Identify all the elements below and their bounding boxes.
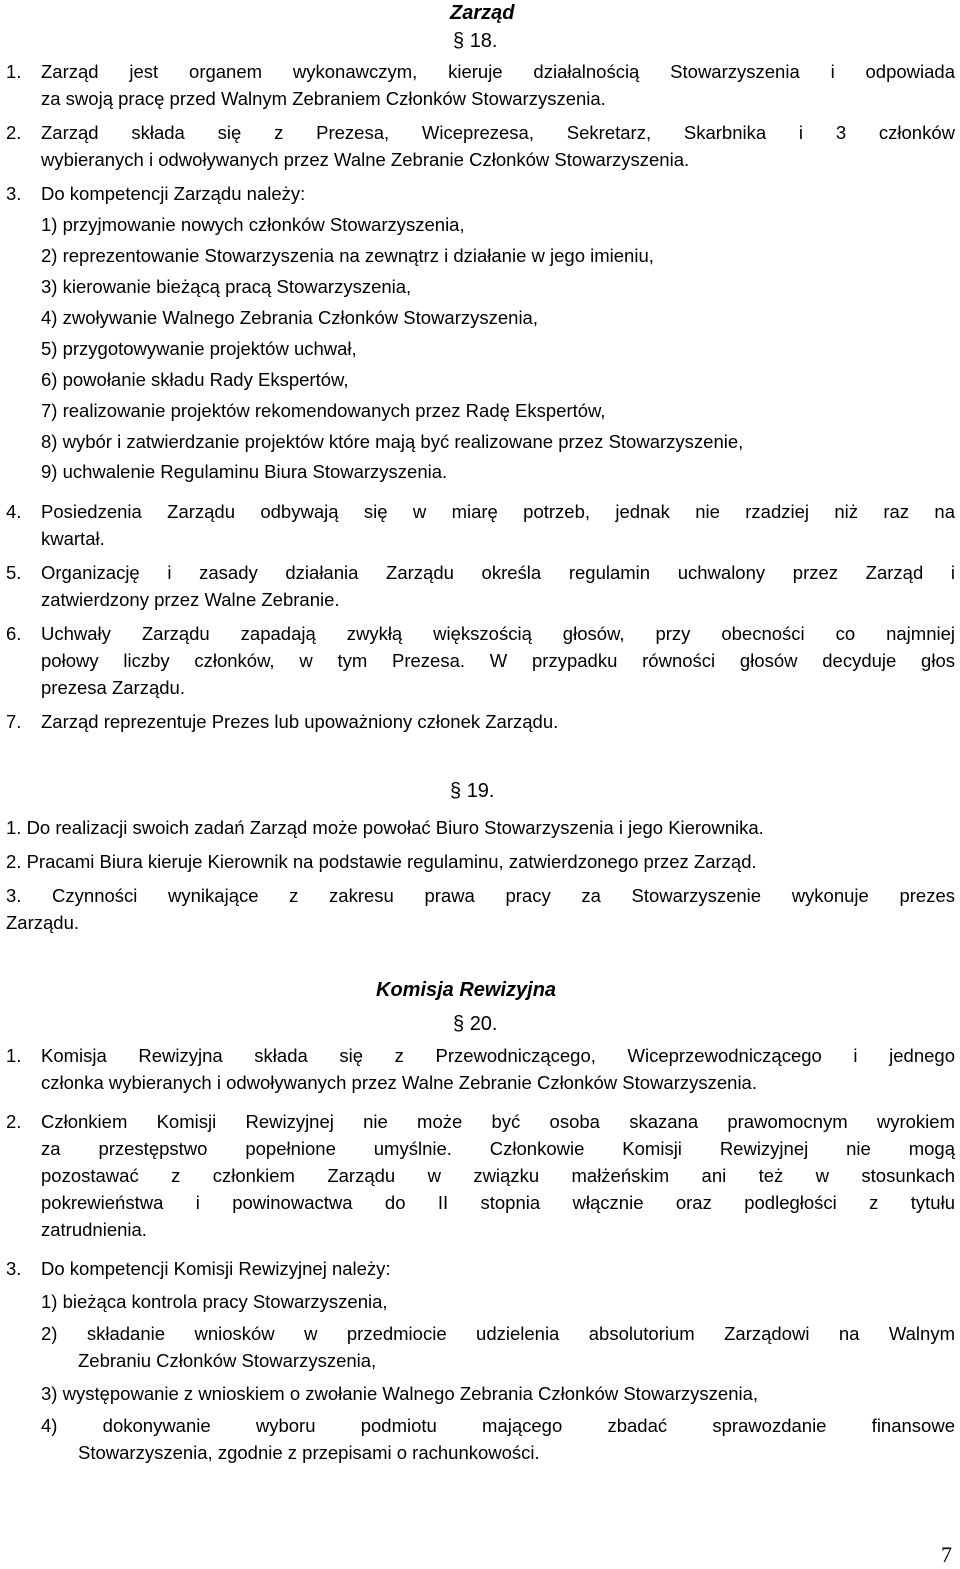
s20-p2-line3: pozostawać z członkiem Zarządu w związku małżeńskim ani też w stosunkach	[41, 1165, 955, 1186]
s20-list-item-4-line1: 4) dokonywanie wyboru podmiotu mającego zbadać sprawozdanie finansowe	[41, 1415, 955, 1436]
s20-p2-line5: zatrudnienia.	[41, 1219, 147, 1240]
s18-p1-line2: za swoją pracę przed Walnym Zebraniem Członków Stowarzyszenia.	[41, 88, 606, 109]
s18-list-item-5: 5) przygotowywanie projektów uchwał,	[41, 338, 357, 359]
heading-zarzad: Zarząd	[450, 2, 515, 24]
s20-p1-line1: Komisja Rewizyjna składa się z Przewodniczącego, Wiceprzewodniczącego i jednego	[41, 1045, 955, 1066]
s18-list-item-8: 8) wybór i zatwierdzanie projektów które mają być realizowane przez Stowarzyszenie,	[41, 431, 744, 452]
s20-p3-line1: Do kompetencji Komisji Rewizyjnej należy:	[41, 1258, 391, 1279]
section-symbol: §	[453, 30, 465, 52]
s18-p1-line1: Zarząd jest organem wykonawczym, kieruje działalnością Stowarzyszenia i odpowiada	[41, 61, 955, 82]
s20-p2-number: 2.	[6, 1111, 22, 1132]
s18-p3-number: 3.	[6, 183, 22, 204]
s18-p2-line1: Zarząd składa się z Prezesa, Wiceprezesa, Sekretarz, Skarbnika i 3 członków	[41, 122, 955, 143]
s18-p5-line2: zatwierdzony przez Walne Zebranie.	[41, 589, 340, 610]
s18-list-item-6: 6) powołanie składu Rady Ekspertów,	[41, 369, 349, 390]
s20-p1-number: 1.	[6, 1045, 22, 1066]
s18-p5-number: 5.	[6, 562, 22, 583]
section-20-heading	[453, 1011, 498, 1038]
s20-list-item-2-line1: 2) składanie wniosków w przedmiocie udzielenia absolutorium Zarządowi na Walnym	[41, 1323, 955, 1344]
s18-p3-line1: Do kompetencji Zarządu należy:	[41, 183, 306, 204]
section-18-heading	[453, 28, 498, 55]
s20-p2-line4: pokrewieństwa i powinowactwa do II stopnia włącznie oraz podległości z tytułu	[41, 1192, 955, 1213]
s18-p1-number: 1.	[6, 61, 22, 82]
s20-list-item-1: 1) bieżąca kontrola pracy Stowarzyszenia,	[41, 1291, 388, 1312]
s20-p2-line2: za przestępstwo popełnione umyślnie. Członkowie Komisji Rewizyjnej nie mogą	[41, 1138, 955, 1159]
s19-p3-line1: 3. Czynności wynikające z zakresu prawa pracy za Stowarzyszenie wykonuje prezes	[6, 885, 955, 906]
s18-p4-number: 4.	[6, 501, 22, 522]
section-19-number: 19.	[466, 780, 495, 802]
s18-p6-number: 6.	[6, 623, 22, 644]
s20-list-item-3: 3) występowanie z wnioskiem o zwołanie Walnego Zebrania Członków Stowarzyszenia,	[41, 1383, 759, 1404]
s18-p7-number: 7.	[6, 711, 22, 732]
s19-p2: 2. Pracami Biura kieruje Kierownik na podstawie regulaminu, zatwierdzonego przez Zarząd.	[6, 851, 757, 872]
s18-list-item-2: 2) reprezentowanie Stowarzyszenia na zewnątrz i działanie w jego imieniu,	[41, 245, 654, 266]
s18-list-item-9: 9) uchwalenie Regulaminu Biura Stowarzyszenia.	[41, 461, 448, 482]
s18-list-item-3: 3) kierowanie bieżącą pracą Stowarzyszenia,	[41, 276, 412, 297]
s18-p6-line2: połowy liczby członków, w tym Prezesa. W przypadku równości głosów decyduje głos	[41, 650, 955, 671]
section-18-number: 18.	[469, 30, 498, 52]
s18-p5-line1: Organizację i zasady działania Zarządu określa regulamin uchwalony przez Zarząd i	[41, 562, 955, 583]
s20-p1-line2: członka wybieranych i odwoływanych przez Walne Zebranie Członków Stowarzyszenia.	[41, 1072, 757, 1093]
s20-p3-number: 3.	[6, 1258, 22, 1279]
heading-komisja-rewizyjna: Komisja Rewizyjna	[376, 979, 557, 1001]
s19-p3-line2: Zarządu.	[6, 912, 80, 933]
s18-p4-line1: Posiedzenia Zarządu odbywają się w miarę potrzeb, jednak nie rzadziej niż raz na	[41, 501, 955, 522]
page-number: 7	[941, 1542, 952, 1567]
s20-p2-line1: Członkiem Komisji Rewizyjnej nie może być osoba skazana prawomocnym wyrokiem	[41, 1111, 955, 1132]
s20-list-item-2-line2: Zebraniu Członków Stowarzyszenia,	[78, 1350, 377, 1371]
s18-p6-line1: Uchwały Zarządu zapadają zwykłą większością głosów, przy obecności co najmniej	[41, 623, 955, 644]
s19-p1: 1. Do realizacji swoich zadań Zarząd może powołać Biuro Stowarzyszenia i jego Kierownika.	[6, 817, 764, 838]
s18-p4-line2: kwartał.	[41, 528, 105, 549]
section-symbol: §	[450, 780, 462, 802]
section-20-number: 20.	[469, 1013, 498, 1035]
section-symbol: §	[453, 1013, 465, 1035]
section-19-heading	[450, 778, 495, 805]
s18-p2-number: 2.	[6, 122, 22, 143]
s20-list-item-4-line2: Stowarzyszenia, zgodnie z przepisami o rachunkowości.	[78, 1442, 540, 1463]
s18-p6-line3: prezesa Zarządu.	[41, 677, 185, 698]
s18-p7-line1: Zarząd reprezentuje Prezes lub upoważniony członek Zarządu.	[41, 711, 559, 732]
s18-list-item-7: 7) realizowanie projektów rekomendowanych przez Radę Ekspertów,	[41, 400, 606, 421]
s18-p2-line2: wybieranych i odwoływanych przez Walne Zebranie Członków Stowarzyszenia.	[41, 149, 690, 170]
s18-list-item-1: 1) przyjmowanie nowych członków Stowarzyszenia,	[41, 214, 465, 235]
s18-list-item-4: 4) zwoływanie Walnego Zebrania Członków Stowarzyszenia,	[41, 307, 538, 328]
